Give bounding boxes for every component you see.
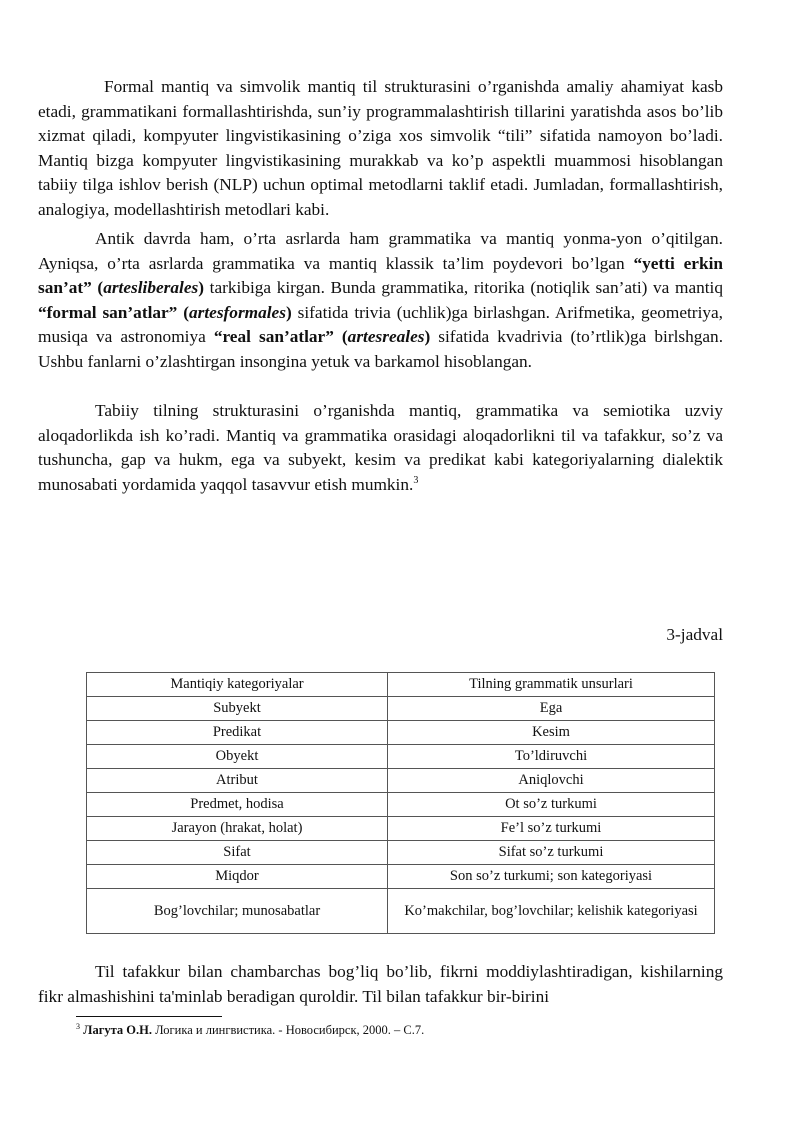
bold-term: “yetti erkin san’at” ( [38,253,723,298]
paragraph-text: Antik davrda ham, o’rta asrlarda ham grammatika va mantiq yonma-yon o’qitilgan. Ayniqsa, o’rta asrlarda grammatika va mantiq klassik ta’lim poydevori bo’lgan [38,229,723,273]
footnote-text: Логика и лингвистика. - Новосибирск, 2000. – С.7. [151,1023,425,1037]
table-cell: Ko’makchilar, bog’lovchilar; kelishik kategoriyasi [388,889,715,934]
table-cell: Sifat so’z turkumi [388,841,715,865]
table-cell: Atribut [87,769,388,793]
table-cell: Ega [388,697,715,721]
paragraph-text: sifatida kvadrivia (to’rtlik)ga birlshgan. Ushbu fanlarni o’zlashtirgan insongina yetuk va barkamol hisoblangan. [38,327,724,371]
bold-term: ) [285,302,292,322]
paragraph-semiotics [38,399,723,497]
table-row [87,817,715,841]
paragraph-language-thought [38,960,723,1009]
table-cell: Fe’l so’z turkumi [388,817,715,841]
categories-table [86,672,715,934]
table-cell: Subyekt [87,697,388,721]
table-row [87,697,715,721]
table-header-row [87,673,715,697]
footnote-number: 3 [76,1021,80,1031]
paragraph-text: tarkibiga kirgan. Bunda grammatika, ritorika (notiqlik san’ati) va mantiq [204,278,723,298]
bold-term: ) [424,327,431,347]
footnote-author: Лагута О.Н. [83,1023,152,1037]
table-row [87,841,715,865]
paragraph-liberal-arts [38,227,723,375]
table-row [87,721,715,745]
bold-term: “formal san’atlar” ( [38,302,189,322]
table-row [87,745,715,769]
footnote-ref[interactable]: 3 [413,475,419,487]
table-header-cell: Tilning grammatik unsurlari [388,673,715,697]
bold-term: ) [198,278,204,298]
footnote-divider [76,1016,222,1017]
table-cell: Ot so’z turkumi [388,793,715,817]
table-cell: Kesim [388,721,715,745]
paragraph-text: Tabiiy tilning strukturasini o’rganishda mantiq, grammatika va semiotika uzviy aloqadorlikda ish ko’radi. Mantiq va grammatika orasidagi aloqadorlikni til va tafakkur, so’z va tushuncha, gap va hukm, ega va subyekt, kesim va predikat kabi kategoriyalarning dialektik munosabati yordamida yaqqol tasavvur etish mumkin. [38,401,723,494]
bold-term: “real san’atlar” ( [213,327,348,347]
table-cell: Predmet, hodisa [87,793,388,817]
table-cell: Predikat [87,721,388,745]
table-row [87,793,715,817]
table-cell: To’ldiruvchi [388,745,715,769]
paragraph-text: Formal mantiq va simvolik mantiq til strukturasini o’rganishda amaliy ahamiyat kasb etadi, grammatikani formallashtirishda, sun’iy programmalashtirish tillarini yaratishda asos bo’lib xizmat qiladi, kompyuter lingvistikasining o’ziga xos simvolik “tili” sifatida namoyon bo’ladi. Mantiq bizga kompyuter lingvistikasining murakkab va ko’p aspektli muammosi hisoblangan tabiiy tilga ishlov berish (NLP) uchun optimal metodlarni taklif etadi. Jumladan, formallashtirish, analogiya, modellashtirish metodlari kabi. [38,77,723,219]
table-cell: Miqdor [87,865,388,889]
table-cell: Obyekt [87,745,388,769]
table-row [87,865,715,889]
paragraph-formal-logic [38,75,723,223]
table-cell: Bog’lovchilar; munosabatlar [87,889,388,934]
paragraph-text: sifatida trivia (uchlik)ga birlashgan. Arifmetika, geometriya, musiqa va astronomiya [38,302,723,347]
latin-term: artesformales [188,302,286,322]
footnote [76,1023,424,1038]
table-caption: 3-jadval [666,625,723,644]
table-row [87,889,715,934]
table-header-cell: Mantiqiy kategoriyalar [87,673,388,697]
table-row [87,769,715,793]
paragraph-text: Til tafakkur bilan chambarchas bog’liq bo’lib, fikrni moddiylashtiradigan, kishilarning fikr almashishini ta'minlab beradigan quroldir. Til bilan tafakkur bir-birini [38,962,723,1006]
latin-term: artesliberales [103,278,199,298]
table-cell: Sifat [87,841,388,865]
table-cell: Jarayon (hrakat, holat) [87,817,388,841]
table-cell: Aniqlovchi [388,769,715,793]
latin-term: artesreales [347,327,425,347]
table-cell: Son so’z turkumi; son kategoriyasi [388,865,715,889]
